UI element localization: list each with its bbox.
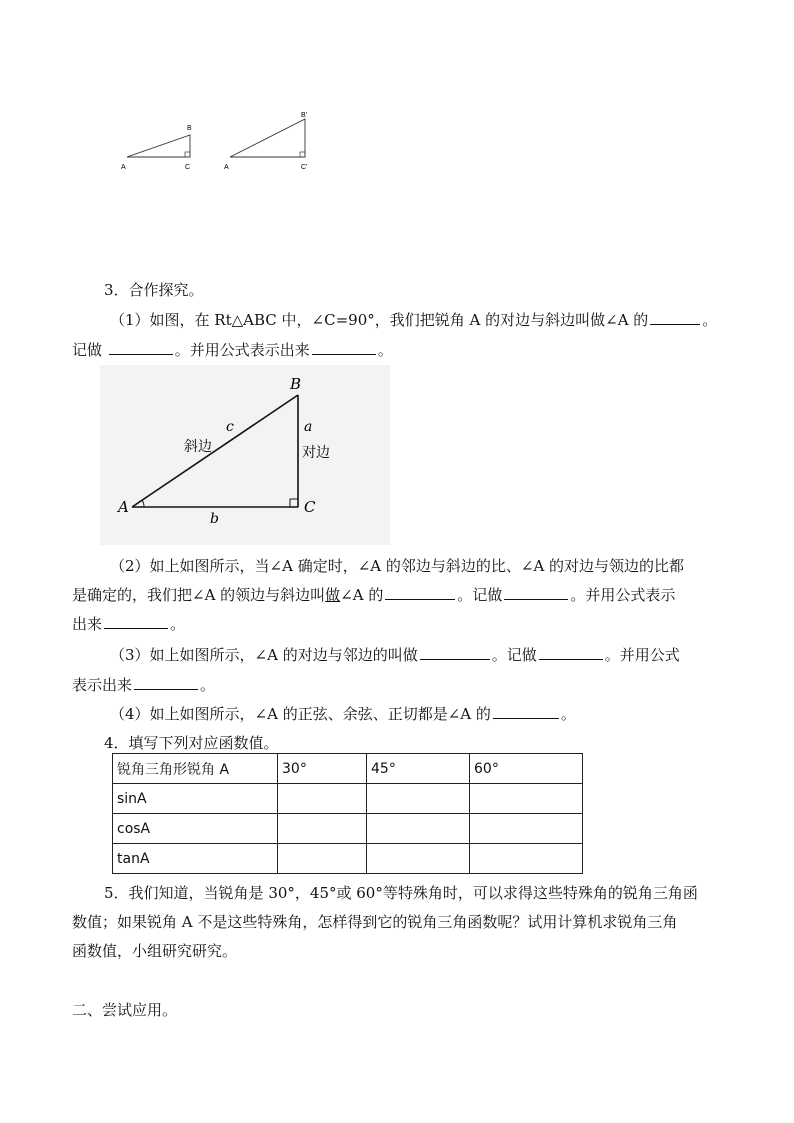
p2-line2 bbox=[72, 585, 675, 605]
p1-line2 bbox=[72, 340, 393, 360]
p2-line3 bbox=[72, 614, 185, 634]
p2-line3b: 。 bbox=[170, 615, 186, 633]
p4-line1b: 。 bbox=[560, 705, 576, 723]
label-c-small: C bbox=[185, 164, 191, 171]
table-row-label: tanA bbox=[113, 844, 278, 874]
p2-line3a: 出来 bbox=[72, 615, 103, 633]
blank-4[interactable] bbox=[385, 585, 455, 600]
p4-line1 bbox=[110, 704, 576, 724]
table-cell[interactable] bbox=[278, 844, 367, 874]
p1-end1: 。 bbox=[702, 311, 718, 329]
table-header-cell: 60° bbox=[470, 754, 583, 784]
fig-label-c: C bbox=[304, 498, 316, 516]
fig-hyp-label: 斜边 bbox=[184, 439, 212, 455]
table-row-label: sinA bbox=[113, 784, 278, 814]
label-b-small: B bbox=[187, 125, 192, 132]
p4-line1a: （4）如上如图所示，∠A 的正弦、余弦、正切都是∠A 的 bbox=[110, 705, 491, 723]
table-cell[interactable] bbox=[278, 784, 367, 814]
p2-line1: （2）如上如图所示，当∠A 确定时，∠A 的邻边与斜边的比、∠A 的对边与领边的比都 bbox=[110, 557, 685, 575]
right-triangle-figure bbox=[100, 365, 390, 545]
table-header-cell: 45° bbox=[367, 754, 470, 784]
p2-underlined-word: 做 bbox=[325, 586, 341, 604]
label-a-prime: A bbox=[224, 164, 229, 171]
fig-side-c: c bbox=[226, 419, 234, 435]
p1-end2: 。 bbox=[377, 341, 393, 359]
fig-label-a: A bbox=[118, 498, 129, 516]
table-cell[interactable] bbox=[470, 814, 583, 844]
section5-line1: 5．我们知道，当锐角是 30°，45°或 60°等特殊角时，可以求得这些特殊角的锐角三角函 bbox=[104, 884, 698, 902]
triangle-abc-prime-small bbox=[224, 112, 307, 171]
table-cell[interactable] bbox=[470, 844, 583, 874]
p1-line2a: 记做 bbox=[72, 341, 103, 359]
blank-6[interactable] bbox=[104, 614, 168, 629]
table-cell[interactable] bbox=[278, 814, 367, 844]
section5-line2: 数值；如果锐角 A 不是这些特殊角，怎样得到它的锐角三角函数呢？试用计算机求锐角三角 bbox=[72, 913, 678, 931]
p3-line1a: （3）如上如图所示，∠A 的对边与邻边的叫做 bbox=[110, 646, 418, 664]
fig-side-a: a bbox=[304, 419, 313, 435]
blank-3[interactable] bbox=[312, 340, 376, 355]
p1-line1 bbox=[110, 310, 717, 330]
table-cell[interactable] bbox=[367, 844, 470, 874]
label-b-prime: B' bbox=[301, 112, 308, 119]
p2-line2d: 。并用公式表示 bbox=[570, 586, 676, 604]
table-cell[interactable] bbox=[367, 784, 470, 814]
p2-line2a: 是确定的，我们把∠A 的领边与斜边叫 bbox=[72, 586, 326, 604]
blank-10[interactable] bbox=[493, 704, 559, 719]
label-c-prime: C' bbox=[301, 164, 308, 171]
blank-1[interactable] bbox=[650, 310, 700, 325]
p1-line1-text: （1）如图，在 Rt△ABC 中，∠C=90°，我们把锐角 A 的对边与斜边叫做∠A 的 bbox=[110, 311, 649, 329]
p3-line2 bbox=[72, 675, 215, 695]
trig-values-table bbox=[112, 753, 583, 874]
p2-line2b: ∠A 的 bbox=[340, 586, 384, 604]
section5-line3: 函数值，小组研究研究。 bbox=[72, 942, 238, 960]
section4-heading: 4．填写下列对应函数值。 bbox=[104, 734, 279, 752]
blank-2[interactable] bbox=[109, 340, 173, 355]
triangle-abc-small bbox=[121, 125, 192, 171]
p3-line2a: 表示出来 bbox=[72, 676, 133, 694]
blank-9[interactable] bbox=[134, 675, 198, 690]
blank-5[interactable] bbox=[504, 585, 568, 600]
table-cell[interactable] bbox=[367, 814, 470, 844]
table-row bbox=[113, 784, 583, 814]
label-a-small: A bbox=[121, 164, 126, 171]
p3-line1b: 。记做 bbox=[491, 646, 537, 664]
table-cell[interactable] bbox=[470, 784, 583, 814]
small-triangles-figure bbox=[115, 105, 325, 175]
fig-opp-label: 对边 bbox=[302, 445, 330, 461]
table-header-cell: 锐角三角形锐角 A bbox=[113, 754, 278, 784]
section3-heading: 3．合作探究。 bbox=[104, 281, 204, 299]
p2-line2c: 。记做 bbox=[457, 586, 503, 604]
fig-side-b: b bbox=[210, 511, 219, 527]
blank-7[interactable] bbox=[420, 645, 490, 660]
fig-label-b: B bbox=[290, 375, 302, 393]
p3-line1 bbox=[110, 645, 680, 665]
table-header-cell: 30° bbox=[278, 754, 367, 784]
table-header-row bbox=[113, 754, 583, 784]
section-two-heading: 二、尝试应用。 bbox=[72, 1001, 178, 1019]
blank-8[interactable] bbox=[539, 645, 603, 660]
table-row-label: cosA bbox=[113, 814, 278, 844]
p1-line2b: 。并用公式表示出来 bbox=[174, 341, 310, 359]
table-row bbox=[113, 844, 583, 874]
table-row bbox=[113, 814, 583, 844]
p3-line2b: 。 bbox=[200, 676, 216, 694]
p3-line1c: 。并用公式 bbox=[604, 646, 680, 664]
